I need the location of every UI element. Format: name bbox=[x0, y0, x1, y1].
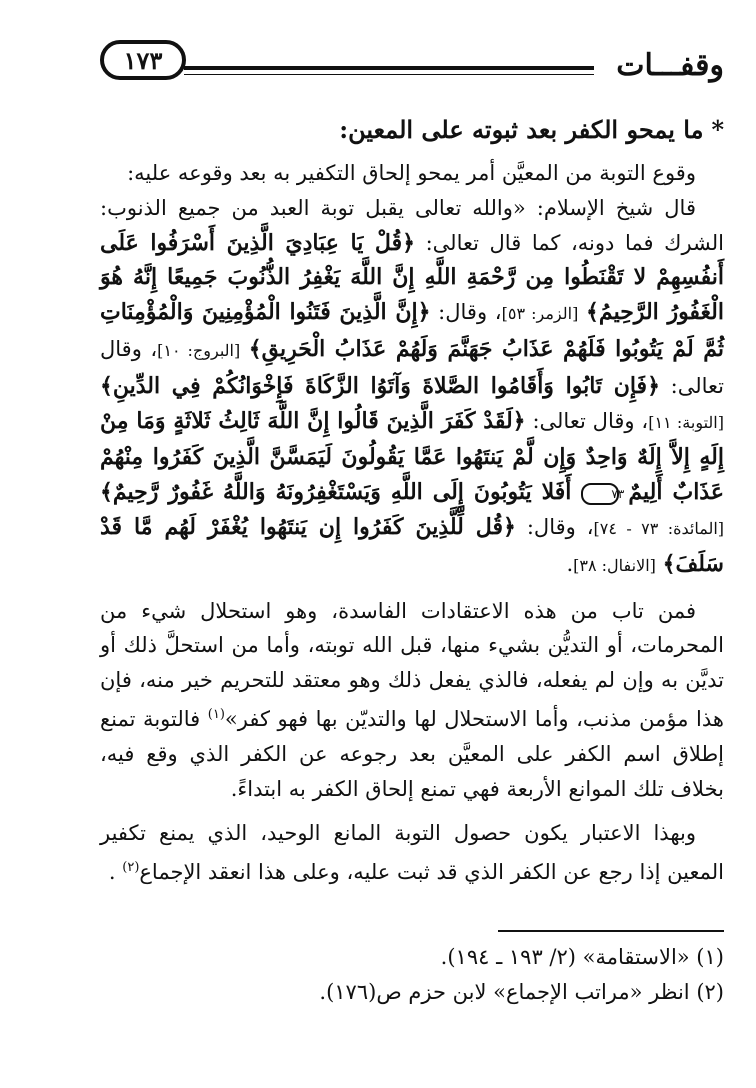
verse-ref-3: [التوبة: ١١] bbox=[648, 412, 724, 432]
header-rule-thin bbox=[184, 74, 594, 75]
section-heading bbox=[100, 110, 724, 150]
verse-ref-4: [المائدة: ٧٣ - ٧٤] bbox=[593, 518, 725, 538]
section-heading-text: ما يمحو الكفر بعد ثبوته على المعين: bbox=[339, 115, 704, 144]
verse-ref-1: [الزمر: ٥٣] bbox=[501, 304, 579, 324]
quote-intro: قال شيخ الإسلام: «والله تعالى يقبل توبة العبد من جميع الذنوب: الشرك فما دونه، كما قال تعالى: bbox=[100, 195, 724, 255]
running-title: وقفـــات bbox=[616, 48, 724, 83]
quran-verse-4a: ﴿لَقَدْ كَفَرَ الَّذِينَ قَالُوا إِنَّ اللَّهَ ثَالِثُ ثَلاثَةٍ وَمَا مِنْ إِلَهٍ إِلاَّ إِلَهٌ وَاحِدٌ وَإِن لَّمْ يَنتَهُوا عَمَّا يَقُولُونَ لَيَمَسَّنَّ الَّذِينَ كَفَرُوا مِنْهُمْ عَذَابٌ أَلِيمٌ bbox=[100, 407, 724, 506]
header-rule bbox=[184, 66, 594, 70]
page-header bbox=[100, 38, 724, 88]
star-marker: * bbox=[711, 115, 724, 144]
spacer bbox=[100, 584, 724, 594]
footnote-ref-1: (١) bbox=[207, 706, 225, 722]
paragraph-4-text: وبهذا الاعتبار يكون حصول التوبة المانع الوحيد، الذي يمنع تكفير المعين إذا رجع عن الكفر الذي قد ثبت عليه، وعلى هذا انعقد الإجماع bbox=[100, 821, 724, 885]
connector-1: ، وقال: bbox=[430, 300, 502, 325]
paragraph-repentance bbox=[100, 594, 724, 807]
footnote-1: (١) «الاستقامة» (٢/ ١٩٣ ـ ١٩٤). bbox=[440, 945, 724, 969]
paragraph-consensus bbox=[100, 816, 724, 890]
quran-verse-5: ﴿قُل لِّلَّذِينَ كَفَرُوا إِن يَنتَهُوا يُغْفَرْ لَهُم مَّا قَدْ سَلَفَ﴾ bbox=[100, 513, 724, 577]
page-number: ١٧٣ bbox=[100, 40, 186, 80]
connector-4: ، وقال: bbox=[515, 514, 594, 539]
page-body bbox=[100, 110, 724, 890]
connector-2: ، وقال تعالى: bbox=[100, 336, 725, 398]
verse-ref-2: [البروج: ١٠] bbox=[157, 340, 241, 360]
quote-end: . bbox=[566, 551, 574, 576]
quran-verse-1: ﴿قُلْ يَا عِبَادِيَ الَّذِينَ أَسْرَفُوا عَلَى أَنفُسِهِمْ لا تَقْنَطُوا مِن رَّحْمَةِ اللَّهِ إِنَّ اللَّهَ يَغْفِرُ الذُّنُوبَ جَمِيعًا إِنَّهُ هُوَ الْغَفُورُ الرَّحِيمُ﴾ bbox=[100, 229, 724, 326]
paragraph-3-text: فمن تاب من هذه الاعتقادات الفاسدة، وهو استحلال شيء من المحرمات، أو التديُّن بشيء منها، قبل الله توبته، وأما من استحلَّ ذلك أو تديَّن به وإن لم يفعله، فالذي يفعل ذلك وهو معتقد للتحريم خير منه، فإن هذا مؤمن مذنب، وأما الاستحلال لها والتديّن بها فهو كفر» bbox=[100, 598, 724, 731]
quran-verse-3: ﴿فَإِن تَابُوا وَأَقَامُوا الصَّلاةَ وَآتَوُا الزَّكَاةَ فَإِخْوَانُكُمْ فِي الدِّينِ﴾ bbox=[100, 372, 660, 399]
paragraph-4-end: . bbox=[108, 860, 123, 885]
footnote-2: (٢) انظر «مراتب الإجماع» لابن حزم ص(١٧٦). bbox=[319, 979, 724, 1004]
ayah-number-marker: ٧٣ bbox=[581, 483, 619, 505]
footnotes bbox=[100, 940, 724, 1010]
footnote-separator bbox=[498, 930, 724, 932]
paragraph-3-tail: فالتوبة تمنع إطلاق اسم الكفر على المعيَّن بعد رجوعه عن الكفر الذي وقع فيه، بخلاف تلك الموانع الأربعة فهي تمنع إلحاق الكفر به ابتداءً. bbox=[100, 706, 724, 801]
paragraph-quote bbox=[100, 191, 724, 584]
spacer bbox=[100, 806, 724, 816]
quran-verse-2: ﴿إِنَّ الَّذِينَ فَتَنُوا الْمُؤْمِنِينَ وَالْمُؤْمِنَاتِ ثُمَّ لَمْ يَتُوبُوا فَلَهُمْ عَذَابُ جَهَنَّمَ وَلَهُمْ عَذَابُ الْحَرِيقِ﴾ bbox=[100, 299, 724, 362]
connector-3: ، وقال تعالى: bbox=[525, 408, 649, 433]
quran-verse-4b: أَفَلا يَتُوبُونَ إِلَى اللَّهِ وَيَسْتَغْفِرُونَهُ وَاللَّهُ غَفُورٌ رَّحِيمٌ﴾ bbox=[100, 479, 582, 506]
footnote-ref-2: (٢) bbox=[122, 860, 140, 876]
paragraph-intro: وقوع التوبة من المعيَّن أمر يمحو إلحاق التكفير به بعد وقوعه عليه: bbox=[127, 161, 696, 185]
verse-ref-5: [الانفال: ٣٨] bbox=[573, 555, 656, 575]
